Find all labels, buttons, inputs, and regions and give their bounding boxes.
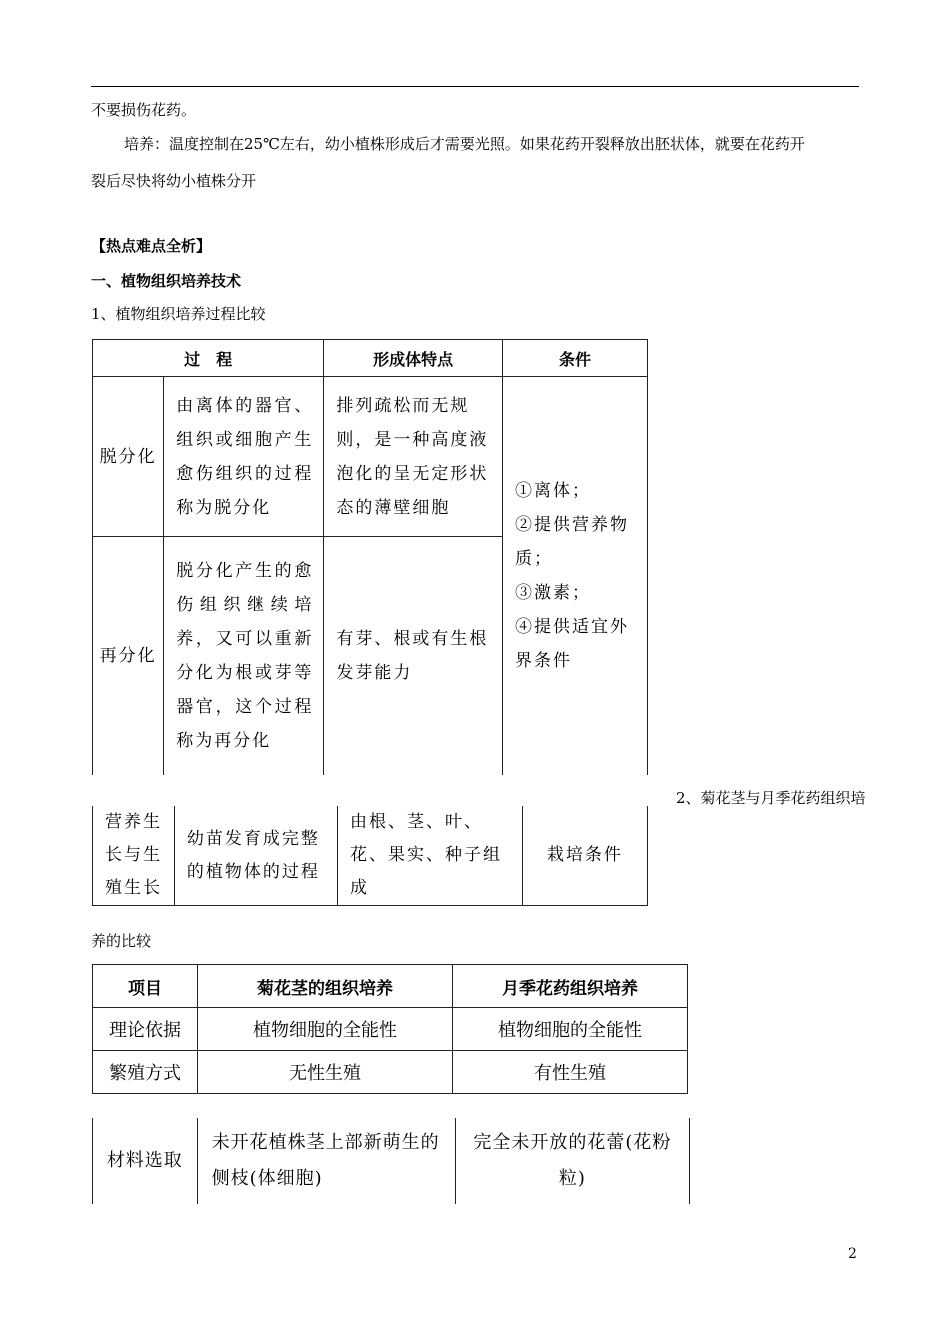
row-cell: 完全未开放的花蕾(花粉粒) xyxy=(455,1118,689,1204)
condition-item: ②提供营养物质； xyxy=(514,514,629,569)
row-cell: 无性生殖 xyxy=(198,1051,453,1094)
row-cell: 未开花植株茎上部新萌生的侧枝(体细胞) xyxy=(197,1118,455,1204)
intro-line-3: 裂后尽快将幼小植株分开 xyxy=(91,172,257,190)
item2-title-b: 养的比较 xyxy=(91,932,152,950)
table-row xyxy=(93,1008,688,1051)
row-label: 材料选取 xyxy=(93,1118,198,1204)
table-row xyxy=(93,1051,688,1094)
header-condition: 条件 xyxy=(502,340,647,377)
conditions-cell xyxy=(502,377,647,775)
row-process: 脱分化产生的愈伤组织继续培养，又可以重新分化为根或芽等器官，这个过程称为再分化 xyxy=(164,537,324,775)
culture-comparison-table-continued xyxy=(92,1118,690,1204)
header-rule xyxy=(91,86,859,87)
row-label: 繁殖方式 xyxy=(93,1051,198,1094)
row-feature: 由根、茎、叶、花、果实、种子组成 xyxy=(338,806,523,906)
intro-line-2: 培养：温度控制在25℃左右，幼小植株形成后才需要光照。如果花药开裂释放出胚状体，就要在花药开 xyxy=(124,135,805,153)
row-name: 再分化 xyxy=(93,537,164,775)
row-name: 脱分化 xyxy=(93,377,164,537)
row-name: 营养生长与生殖生长 xyxy=(93,806,175,906)
table-row xyxy=(93,377,648,537)
item1-title: 1、植物组织培养过程比较 xyxy=(91,305,266,323)
row-label: 理论依据 xyxy=(93,1008,198,1051)
row-cell: 植物细胞的全能性 xyxy=(198,1008,453,1051)
section1-title: 一、植物组织培养技术 xyxy=(91,272,242,290)
table-row xyxy=(93,806,648,906)
header-item: 项目 xyxy=(93,965,198,1008)
page-number: 2 xyxy=(848,1246,857,1262)
culture-comparison-table xyxy=(92,964,688,1094)
row-feature: 排列疏松而无规则，是一种高度液泡化的呈无定形状态的薄壁细胞 xyxy=(324,377,503,537)
row-condition: 栽培条件 xyxy=(522,806,647,906)
row-cell: 有性生殖 xyxy=(453,1051,688,1094)
condition-item: ④提供适宜外界条件 xyxy=(514,616,629,671)
header-process: 过 程 xyxy=(93,340,324,377)
row-process: 由离体的器官、组织或细胞产生愈伤组织的过程称为脱分化 xyxy=(164,377,324,537)
condition-item: ①离体； xyxy=(514,480,591,501)
row-process: 幼苗发育成完整的植物体的过程 xyxy=(174,806,337,906)
row-cell: 植物细胞的全能性 xyxy=(453,1008,688,1051)
row-feature: 有芽、根或有生根发芽能力 xyxy=(324,537,503,775)
table-header-row xyxy=(93,340,648,377)
process-comparison-table-continued xyxy=(92,806,648,906)
process-comparison-table xyxy=(92,339,648,775)
table-header-row xyxy=(93,965,688,1008)
table-row xyxy=(93,1118,690,1204)
condition-item: ③激素； xyxy=(514,582,591,603)
section-header: 【热点难点全析】 xyxy=(91,237,212,255)
header-feature: 形成体特点 xyxy=(324,340,503,377)
header-chrysanthemum: 菊花茎的组织培养 xyxy=(198,965,453,1008)
header-rose: 月季花药组织培养 xyxy=(453,965,688,1008)
item2-title-a: 2、菊花茎与月季花药组织培 xyxy=(676,789,866,807)
intro-line-1: 不要损伤花药。 xyxy=(91,101,197,119)
